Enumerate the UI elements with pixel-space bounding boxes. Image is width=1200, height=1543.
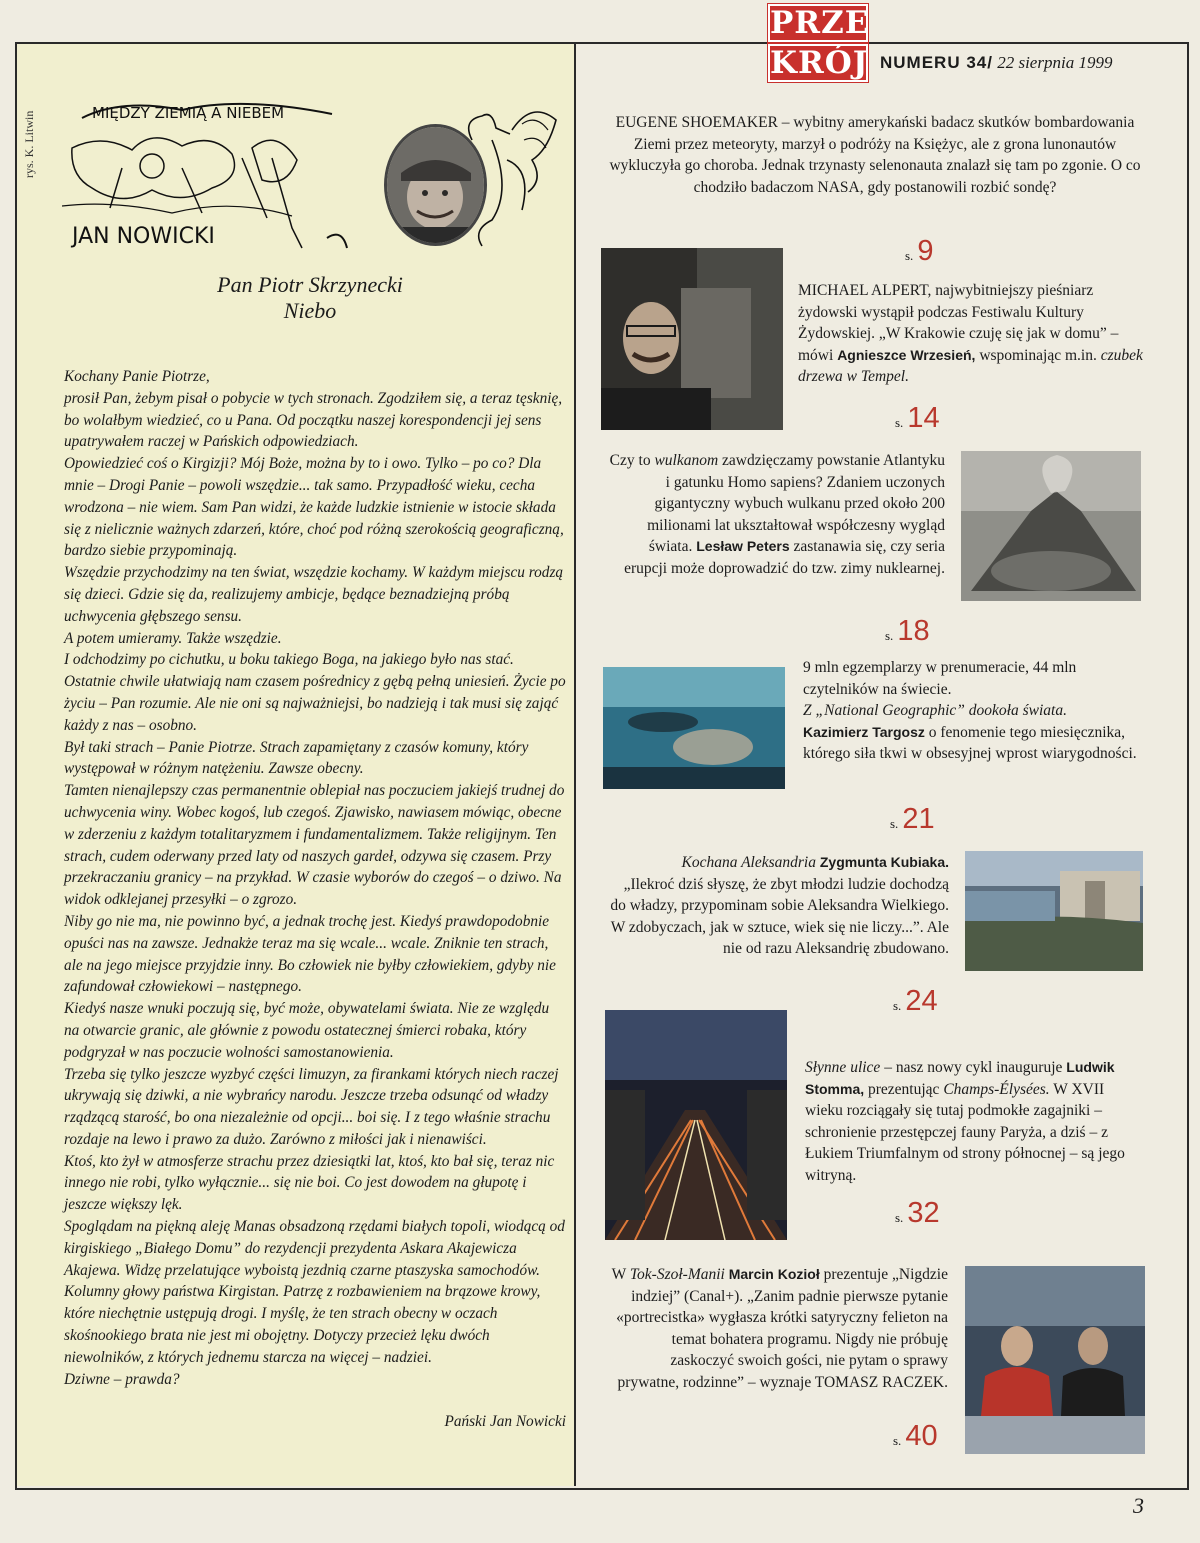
photo-champs-elysees [605, 1010, 787, 1240]
photo-volcano [961, 451, 1141, 601]
page-number: 9 [917, 235, 934, 267]
article-aleksandria[interactable] [605, 852, 949, 960]
drawing-title: MIĘDZY ZIEMIĄ A NIEBEM [92, 104, 285, 122]
article-text [803, 700, 1148, 722]
page-ref-40[interactable] [893, 1420, 938, 1453]
article-text: „Ilekroć dziś słyszę, że zbyt młodzi ludzie dochodzą do władzy, przypominam sobie Aleksandra Wielkiego. W zdobyczach, jak w sztuce, wiek się nie liczy...”. Ale nie od razu Aleksandrię zbudowano. [610, 875, 949, 957]
photo-tv-studio [965, 1266, 1145, 1454]
author-name: Lesław Peters [696, 538, 790, 554]
page-label: s. [885, 628, 894, 643]
article-text-italic: Tok-Szoł-Manii [629, 1266, 725, 1283]
letter-paragraph: Opowiedzieć coś o Kirgizji? Mój Boże, można by to i owo. Tylko – po co? Dla mnie – Drogi Panie – powoli wszędzie... tak samo. Przypadłość wieku, cecha wrodzona – nie wiem. Sam Pan widzi, że każde ludzkie istnienie w istocie składa się z nielicznie ważnych zdarzeń, które, choć pod różną szerokością geograficzną, bardzo siebie przypominają. [64, 455, 564, 560]
letter-place: Niebo [283, 298, 337, 323]
article-text-part: – nasz nowy cykl inauguruje [880, 1059, 1067, 1076]
author-name: Ludwik Stomma, [805, 1059, 1115, 1097]
article-text-part: W XVII wieku rozciągały się tutaj podmokłe zagajniki – schronienie przestępczej fauny Paryża, a dziś – z Łukiem Triumfalnym od strony północnej – są jego witryną. [805, 1080, 1125, 1184]
article-text-part: W [611, 1266, 630, 1283]
page-ref-21[interactable] [890, 803, 935, 836]
article-text-italic: wulkanom [654, 452, 719, 469]
page-ref-32[interactable] [895, 1197, 940, 1230]
article-text-part: MICHAEL ALPERT, najwybitniejszy pieśniarz żydowski wystąpił podczas Festiwalu Kultury Żydowskiej. „W Krakowie czuję się jak w domu” – mówi [798, 282, 1119, 364]
column-divider [574, 44, 576, 1486]
author-name: Agnieszce Wrzesień, [837, 346, 976, 363]
page-number: 24 [905, 985, 938, 1017]
article-volcano[interactable] [605, 450, 945, 579]
article-shoemaker[interactable] [600, 112, 1150, 198]
page-number: 18 [897, 615, 930, 647]
page-ref-18[interactable] [885, 615, 930, 648]
page-number: 32 [907, 1197, 940, 1229]
article-text [605, 450, 945, 579]
page-label: s. [895, 415, 904, 430]
article-text-part: wspominając m.in. [975, 346, 1101, 364]
letter-paragraph: Niby go nie ma, nie powinno być, a jednak trochę jest. Kiedyś prawdopodobnie opuści nas na zawsze. Jednakże teraz ma się wcale... wcale. Zniknie ten strach, ale na jego miejsce przyjdzie inny. Bo człowiek nie byłby człowiekiem, gdyby nie zafundował człowiekowi – następnego. [64, 912, 556, 996]
page-number: 21 [902, 803, 935, 835]
page-ref-24[interactable] [893, 985, 938, 1018]
letter-paragraph: Tamten nienajlepszy czas permanentnie oblepiał nas poczuciem jakiejś trudnej do uchwycenia winy. Wobec kogoś, lub czegoś. Zjawisko, nawiasem mówiąc, obecne w zderzeniu z każdym totalitaryzmem i fundamentalizmem. Także religijnym. Ten strach, cudem oderwany przed laty od naszych gardeł, odzywa się czasem. Przy przekraczaniu granicy – na przykład. W czasie wyborów do czegoś – o dziwo. Na widok odklejanej przesyłki – o zgrozo. [64, 782, 565, 909]
page-label: s. [895, 1210, 904, 1225]
author-name: Marcin Kozioł [728, 1266, 820, 1282]
letter-heading [160, 272, 460, 324]
letter-paragraph: Był taki strach – Panie Piotrze. Strach zapamiętany z czasów komuny, który występował w różnym natężeniu. Zawsze obecny. [64, 738, 529, 778]
article-text [798, 280, 1143, 388]
article-text-italic: Kochana Aleksandria [681, 854, 816, 871]
article-text: 9 mln egzemplarzy w prenumeracie, 44 mln czytelników na świecie. [803, 659, 1077, 698]
article-text-italic: Z „National Geographic” dookoła świata. [803, 702, 1067, 719]
page-label: s. [893, 998, 902, 1013]
photo-alexandria [965, 851, 1143, 971]
page-label: s. [893, 1433, 902, 1448]
letter-paragraph: A potem umieramy. Także wszędzie. [64, 629, 282, 647]
article-text: EUGENE SHOEMAKER – wybitny amerykański badacz skutków bombardowania Ziemi przez meteoryty, marzył o podróży na Księżyc, ale z grona lunonautów wykluczyła go choroba. Jednak trzynasty selenonauta znalazł się tam po zgonie. O co chodziło badaczom NASA, gdy postanowili rozbić sondę? [609, 114, 1141, 196]
logo-line-2: KRÓJ [770, 45, 869, 81]
article-text-part: zastanawia się, czy seria erupcji może doprowadzić do tzw. zimy nuklearnej. [624, 538, 945, 577]
article-text-part: prezentuje „Nigdzie indziej” (Canal+). „Zanim padnie pierwsze pytanie «portrecistka» wygłasza krótki satyryczny felieton na temat bohatera programu. Nigdy nie próbuję zaskoczyć swoich gości, nie pytam o sprawy prywatne, rodzinne” – wyznaje TOMASZ RACZEK. [616, 1266, 948, 1391]
author-name: Zygmunta Kubiaka. [819, 854, 949, 870]
page-number: 14 [907, 402, 940, 434]
article-text-part: zawdzięczamy powstanie Atlantyku i gatunku Homo sapiens? Zdaniem uczonych gigantyczny wybuch wulkanu przed około 200 milionami lat ukształtował współczesny wygląd świata. [647, 452, 945, 555]
letter-paragraph: Trzeba się tylko jeszcze wyzbyć części limuzyn, za firankami których niech raczej ukrywają się dziwki, a nie wybrańcy narodu. Jeszcze trzeba odsunąć od władzy rządzącą starość, bo ona niezależnie od opcji... boi się. I z tego właśnie strachu rozdaje na lewo i prawo za dużo. Zarówno z miłości jak i nienawiści. [64, 1065, 559, 1148]
article-text [605, 1264, 948, 1393]
drawing-author: JAN NOWICKI [72, 224, 215, 249]
article-text [605, 852, 949, 874]
letter-paragraph: Spoglądam na piękną aleję Manas obsadzoną rzędami białych topoli, wiodącą od kirgiskiego „Białego Domu” do rezydencji prezydenta Askara Akajewicza Akajewa. Widzę przelatujące wyboistą jezdnią czarne ptaszyska samochodów. Kolumny głowy państwa Kirgistan. Patrzę z rozbawieniem na brązowe krowy, które niechętnie ustępują drogi. I myślę, że ten strach obecny w oczach skośnookiego brata nie jest mi obojętny. Dotyczy przecież lęku dwóch niewolników, z których jednemu starcza na więcej – nadziei. [64, 1218, 565, 1366]
column-header-drawing [62, 88, 362, 260]
article-text-italic: Słynne ulice [805, 1059, 881, 1076]
article-text [803, 722, 1148, 765]
letter-paragraph: Kiedyś nasze wnuki poczują się, być może, obywatelami świata. Nie ze względu na otwarcie granic, ale głównie z powodu ostatecznej śmierci robaka, który podgryzał w nas poczucie wolności samostanowienia. [64, 1000, 550, 1061]
article-text [805, 1057, 1143, 1186]
page-label: s. [890, 816, 899, 831]
page-folio: 3 [1133, 1493, 1144, 1518]
article-national-geographic[interactable] [803, 657, 1148, 765]
page-ref-9[interactable] [905, 235, 933, 268]
article-text-part: Czy to [609, 452, 655, 469]
illustration-credit: rys. K. Litwin [22, 110, 36, 178]
article-text-part: prezentując [864, 1080, 944, 1098]
logo-line-1: PRZE [770, 5, 870, 41]
article-text-italic: Champs-Élysées. [943, 1080, 1050, 1098]
bird-drawing [452, 100, 562, 250]
letter-signature: Pański Jan Nowicki [444, 1413, 566, 1430]
letter-paragraph: Kochany Panie Piotrze, [64, 368, 210, 385]
author-name: Kazimierz Targosz [803, 723, 925, 740]
letter-body [64, 366, 566, 1390]
page-label: s. [905, 248, 914, 263]
article-tok-szol-mania[interactable] [605, 1264, 948, 1393]
issue-info [880, 53, 1112, 73]
magazine-logo [768, 4, 868, 82]
photo-michael-alpert [601, 248, 783, 430]
issue-date: 22 sierpnia 1999 [997, 53, 1113, 72]
article-alpert[interactable] [798, 280, 1143, 388]
article-champs-elysees[interactable] [805, 1057, 1143, 1186]
issue-number: NUMERU 34/ [880, 53, 993, 72]
page-number: 40 [905, 1420, 938, 1452]
letter-paragraph: prosił Pan, żebym pisał o pobycie w tych stronach. Zgodziłem się, a teraz tęsknię, bo wolałbym wiedzieć, co u Pana. Od początku naszej korespondencji jej sens upatrywałem raczej w Pańskich odpowiedziach. [64, 389, 563, 451]
letter-addressee: Pan Piotr Skrzynecki [217, 272, 403, 297]
article-text-italic: czubek drzewa w Tempel. [798, 346, 1143, 385]
letter-paragraph: Wszędzie przychodzimy na ten świat, wszędzie kochamy. W każdym miejscu rodzą się dzieci. Gdzie się da, realizujemy ambicje, będące beznadziejną próbą uchwycenia głębszego sensu. [64, 564, 564, 625]
page-ref-14[interactable] [895, 402, 940, 435]
letter-paragraph: I odchodzimy po cichutku, u boku takiego Boga, na jakiego było nas stać. Ostatnie chwile ułatwiają nam czasem pośrednicy z gębą pełną uniesień. Życie po życiu – Pan rozumie. Ale nie oni są najważniejsi, bo nadzieją i tak musi się zająć każdy z nas – osobno. [64, 651, 566, 734]
photo-underwater [603, 667, 785, 789]
article-text-part: o fenomenie tego miesięcznika, którego siła tkwi w obsesyjnej wprost wiarygodności. [803, 723, 1137, 762]
letter-paragraph: Dziwne – prawda? [64, 1370, 180, 1388]
letter-paragraph: Ktoś, kto żył w atmosferze strachu przez dziesiątki lat, ktoś, kto bał się, teraz nic innego nie robi, tylko wyłącznie... się nie boi. Co jest dowodem na głupotę i jeszcze większy lęk. [64, 1152, 555, 1214]
